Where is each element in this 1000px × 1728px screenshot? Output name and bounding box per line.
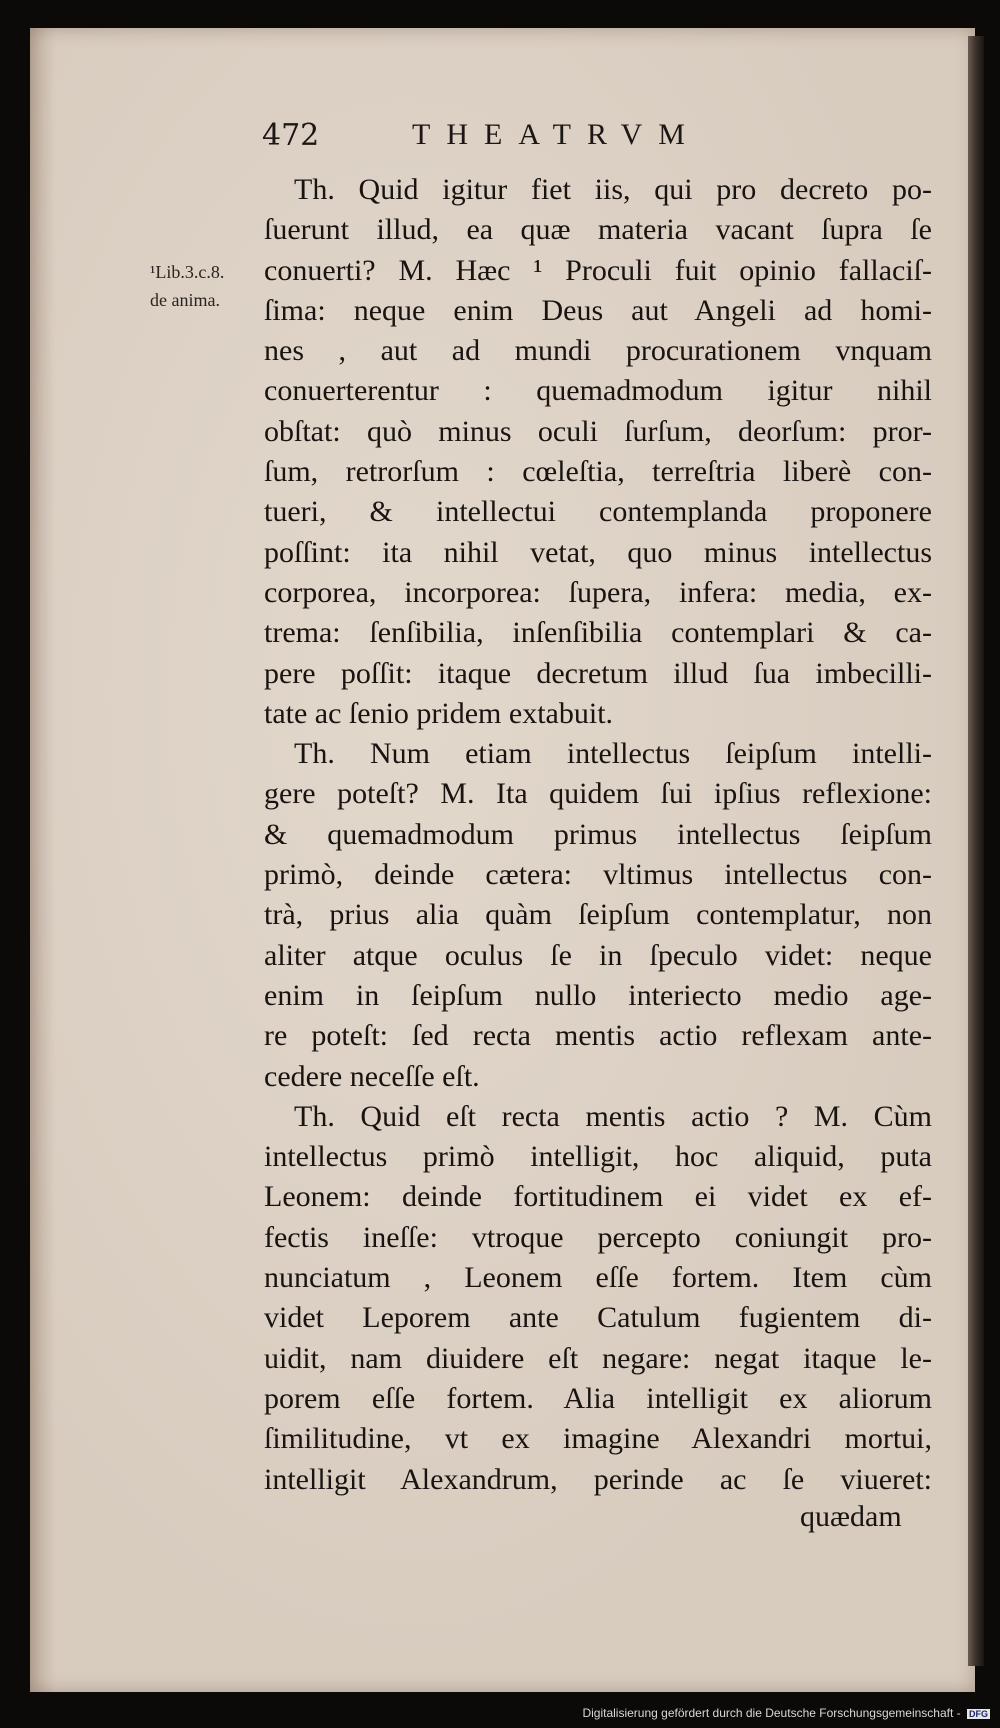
text-line: Th. Quid igitur fiet iis, qui pro decreto po- (294, 173, 932, 206)
text-line: trà, prius alia quàm ſeipſum contemplatur, non (264, 898, 932, 932)
body-text (264, 170, 932, 1500)
text-line: obſtat: quò minus oculi ſurſum, deorſum: pror- (264, 414, 932, 448)
text-line: corporea, incorporea: ſupera, infera: media, ex- (264, 575, 932, 609)
text-line: uidit, nam diuidere eſt negare: negat itaque le- (264, 1341, 932, 1375)
text-line: primò, deinde cætera: vltimus intellectus con- (264, 858, 932, 892)
text-line: Th. Num etiam intellectus ſeipſum intelli- (294, 737, 932, 771)
running-title: THEATRVM (412, 118, 701, 151)
text-line: videt Leporem ante Catulum fugientem di- (264, 1301, 932, 1335)
text-line: gere poteſt? M. Ita quidem ſui ipſius reflexione: (264, 777, 932, 811)
text-line: tueri, & intellectui contemplanda proponere (264, 495, 932, 529)
catchword: quædam (800, 1500, 902, 1533)
text-line: ſum, retrorſum : cœleſtia, terreſtria liberè con- (264, 455, 932, 489)
text-line: poſſint: ita nihil vetat, quo minus intellectus (264, 535, 932, 569)
marginal-note (150, 258, 260, 314)
text-line: nunciatum , Leonem eſſe fortem. Item cùm (264, 1261, 932, 1295)
text-line: & quemadmodum primus intellectus ſeipſum (264, 817, 932, 851)
running-head (262, 118, 782, 162)
text-line: fectis ineſſe: vtroque percepto coniungit pro- (264, 1220, 932, 1254)
text-line: Th. Quid eſt recta mentis actio ? M. Cùm (294, 1099, 932, 1133)
dfg-logo: DFG (969, 1708, 988, 1719)
text-line: nes , aut ad mundi procurationem vnquam (264, 334, 932, 368)
text-line: aliter atque oculus ſe in ſpeculo videt: neque (264, 938, 932, 972)
text-line: tate ac ſenio pridem extabuit. (264, 696, 614, 730)
text-line: porem eſſe fortem. Alia intelligit ex aliorum (264, 1381, 932, 1415)
text-line: enim in ſeipſum nullo interiecto medio age- (264, 978, 932, 1012)
credit-text: Digitalisierung gefördert durch die Deutsche Forschungsgemeinschaft - (582, 1706, 961, 1720)
text-line: intelligit Alexandrum, perinde ac ſe viueret: (264, 1462, 932, 1496)
text-line: re poteſt: ſed recta mentis actio reflexam ante- (264, 1019, 932, 1053)
text-line: conuerti? M. Hæc ¹ Proculi fuit opinio fallaciſ- (264, 253, 932, 287)
marginal-note-line: ¹Lib.3.c.8. (150, 262, 225, 282)
text-line: ſimilitudine, vt ex imagine Alexandri mortui, (264, 1422, 932, 1456)
page-number: 472 (262, 118, 320, 153)
text-line: conuerterentur : quemadmodum igitur nihil (264, 374, 932, 408)
text-line: ſuerunt illud, ea quæ materia vacant ſupra ſe (264, 213, 932, 247)
text-line: Leonem: deinde fortitudinem ei videt ex ef- (264, 1180, 932, 1214)
text-line: ſima: neque enim Deus aut Angeli ad homi- (264, 293, 932, 327)
page-edge-shadow (968, 36, 984, 1666)
text-line: cedere neceſſe eſt. (264, 1059, 480, 1093)
text-line: intellectus primò intelligit, hoc aliquid, puta (264, 1140, 932, 1174)
marginal-note-line: de anima. (150, 290, 220, 310)
text-line: trema: ſenſibilia, inſenſibilia contemplari & ca- (264, 616, 932, 650)
digitization-credit (582, 1706, 990, 1720)
text-line: pere poſſit: itaque decretum illud ſua imbecilli- (264, 656, 932, 690)
